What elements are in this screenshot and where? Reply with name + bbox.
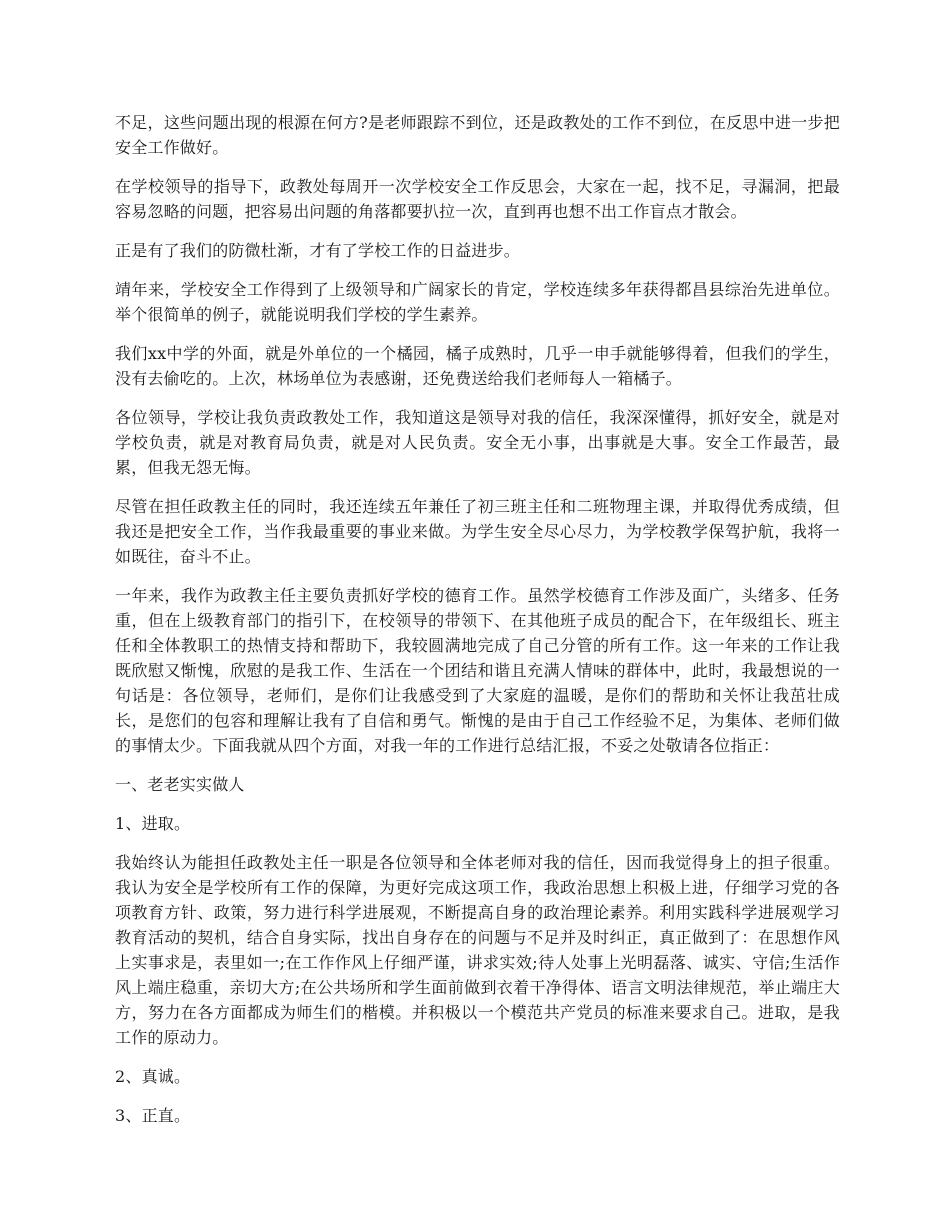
paragraph-3: 正是有了我们的防微杜渐，才有了学校工作的日益进步。 — [115, 241, 521, 260]
paragraph-6: 各位领导，学校让我负责政教处工作，我知道这是领导对我的信任，我深深懂得，抓好安全，就是对学校负责，就是对教育局负责，就是对人民负责。安全无小事，出事就是大事。安全工作最苦，最累，但我无怨无悔。 — [115, 408, 840, 477]
document-body — [115, 110, 840, 1142]
paragraph-9: 我始终认为能担任政教处主任一职是各位领导和全体老师对我的信任，因而我觉得身上的担子很重。我认为安全是学校所有工作的保障，为更好完成这项工作，我政治思想上积极上进，仔细学习党的各项教育方针、政策，努力进行科学进展观，不断提高自身的政治理论素养。利用实践科学进展观学习教育活动的契机，结合自身实际，找出自身存在的问题与不足并及时纠正，真正做到了：在思想作风上实事求是，表里如一;在工作作风上仔细严谨，讲求实效;待人处事上光明磊落、诚实、守信;生活作风上端庄稳重，亲切大方;在公共场所和学生面前做到衣着干净得体、语言文明法律规范，举止端庄大方，努力在各方面都成为师生们的楷模。并积极以一个模范共产党员的标准来要求自己。进取，是我工作的原动力。 — [115, 853, 840, 1047]
subheading-1: 1、进取。 — [115, 814, 191, 833]
paragraph-5: 我们xx中学的外面，就是外单位的一个橘园，橘子成熟时，几乎一申手就能够得着，但我们的学生，没有去偷吃的。上次，林场单位为表感谢，还免费送给我们老师每人一箱橘子。 — [115, 344, 840, 388]
subheading-2: 2、真诚。 — [115, 1067, 191, 1086]
subheading-3: 3、正直。 — [115, 1106, 191, 1125]
section-heading-1: 一、老老实实做人 — [115, 775, 245, 794]
paragraph-7: 尽管在担任政教主任的同时，我还连续五年兼任了初三班主任和二班物理主课，并取得优秀成绩，但我还是把安全工作，当作我最重要的事业来做。为学生安全尽心尽力，为学校教学保驾护航，我将一如既往，奋斗不止。 — [115, 497, 840, 566]
paragraph-8: 一年来，我作为政教主任主要负责抓好学校的德育工作。虽然学校德育工作涉及面广，头绪多、任务重，但在上级教育部门的指引下，在校领导的带领下、在其他班子成员的配合下，在年级组长、班主任和全体教职工的热情支持和帮助下，我较圆满地完成了自己分管的所有工作。这一年来的工作让我既欣慰又惭愧，欣慰的是我工作、生活在一个团结和谐且充满人情味的群体中，此时，我最想说的一句话是：各位领导，老师们，是你们让我感受到了大家庭的温暖，是你们的帮助和关怀让我茁壮成长，是您们的包容和理解让我有了自信和勇气。惭愧的是由于自己工作经验不足，为集体、老师们做的事情太少。下面我就从四个方面，对我一年的工作进行总结汇报，不妥之处敬请各位指正： — [115, 586, 840, 755]
paragraph-2: 在学校领导的指导下，政教处每周开一次学校安全工作反思会，大家在一起，找不足，寻漏洞，把最容易忽略的问题，把容易出问题的角落都要扒拉一次，直到再也想不出工作盲点才散会。 — [115, 177, 840, 221]
paragraph-1: 不足，这些问题出现的根源在何方?是老师跟踪不到位，还是政教处的工作不到位，在反思中进一步把安全工作做好。 — [115, 113, 840, 157]
paragraph-4: 靖年来，学校安全工作得到了上级领导和广阔家长的肯定，学校连续多年获得都昌县综治先进单位。举个很简单的例子，就能说明我们学校的学生素养。 — [115, 280, 840, 324]
